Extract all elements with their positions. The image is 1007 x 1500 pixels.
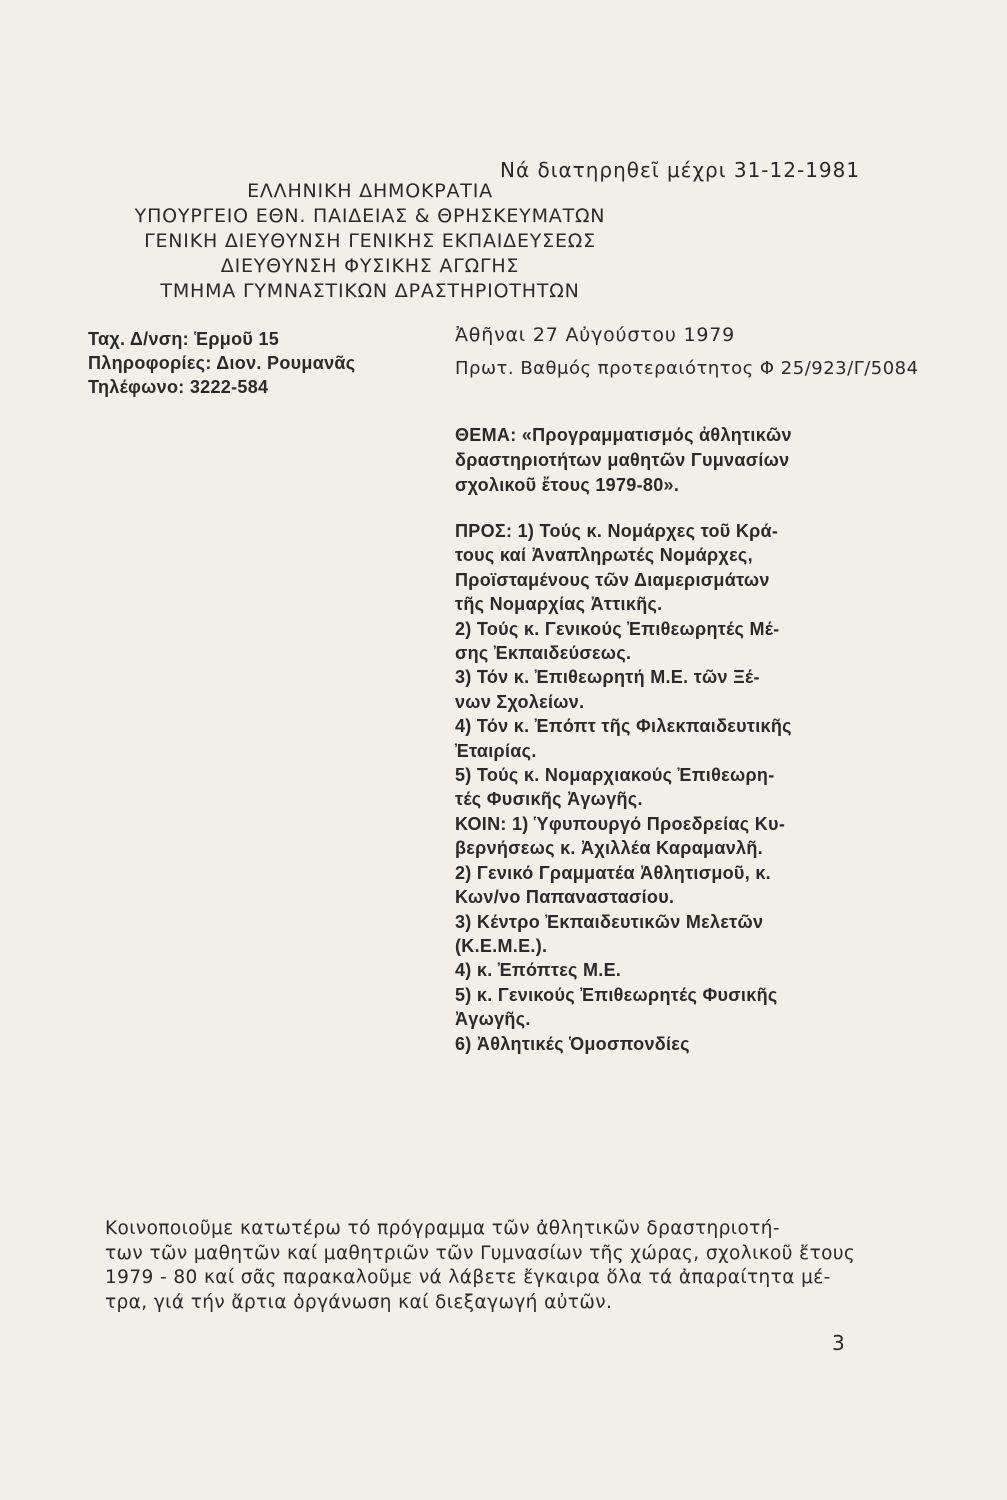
recipient-line: τές Φυσικῆς Ἀγωγῆς. [455,789,643,810]
recipient-line: σης Ἐκπαιδεύσεως. [455,643,632,664]
recipient-line: (Κ.Ε.Μ.Ε.). [455,935,548,956]
contact-info: Πληροφορίες: Διον. Ρουμανᾶς [88,353,356,373]
recipient-line: βερνήσεως κ. Ἀχιλλέα Καραμανλῆ. [455,838,763,859]
recipients-block [455,519,792,1056]
body-line: των τῶν μαθητῶν καί μαθητριῶν τῶν Γυμνασίων τῆς χώρας, σχολικοῦ ἔτους [105,1242,856,1264]
page-number: 3 [832,1331,846,1355]
recipient-line: ΠΡΟΣ: 1) Τούς κ. Νομάρχες τοῦ Κρά- [455,521,779,541]
recipient-line: Προϊσταμένους τῶν Διαμερισμάτων [455,569,770,590]
subject-line: ΘΕΜΑ: «Προγραμματισμός ἀθλητικῶν [455,425,792,445]
recipient-line: 6) Ἀθλητικές Ὁμοσπονδίες [455,1033,690,1054]
recipient-line: 2) Τούς κ. Γενικούς Ἐπιθεωρητές Μέ- [455,618,780,639]
recipient-line: τους καί Ἀναπληρωτές Νομάρχες, [455,545,753,566]
recipient-line: Ἀγωγῆς. [455,1009,531,1030]
recipient-line: 3) Τόν κ. Ἐπιθεωρητή Μ.Ε. τῶν Ξέ- [455,667,760,688]
subject-line: σχολικοῦ ἔτους 1979-80». [455,475,680,495]
body-line: τρα, γιά τήν ἄρτια ὀργάνωση καί διεξαγωγή αὐτῶν. [105,1291,613,1313]
recipient-line: 3) Κέντρο Ἐκπαιδευτικῶν Μελετῶν [455,911,764,932]
recipient-line: ΚΟΙΝ: 1) Ὑφυπουργό Προεδρείας Κυ- [455,813,786,834]
subject-block [455,423,792,498]
ministry-header [100,179,640,304]
recipient-line: 4) Τόν κ. Ἐπόπτ τῆς Φιλεκπαιδευτικῆς [455,716,792,737]
retention-note: Νά διατηρηθεῖ μέχρι 31-12-1981 [500,158,861,182]
subject-line: δραστηριοτήτων μαθητῶν Γυμνασίων [455,450,790,470]
ministry-line: ΥΠΟΥΡΓΕΙΟ ΕΘΝ. ΠΑΙΔΕΙΑΣ & ΘΡΗΣΚΕΥΜΑΤΩΝ [134,205,606,227]
body-paragraph [105,1217,855,1315]
ministry-line: ΕΛΛΗΝΙΚΗ ΔΗΜΟΚΡΑΤΙΑ [247,180,493,202]
body-line: Κοινοποιοῦμε κατωτέρω τό πρόγραμμα τῶν ἀθλητικῶν δραστηριοτή- [105,1218,780,1239]
ministry-line: ΤΜΗΜΑ ΓΥΜΝΑΣΤΙΚΩΝ ΔΡΑΣΤΗΡΙΟΤΗΤΩΝ [160,280,580,302]
contact-block [88,327,355,399]
recipient-line: Κων/νο Παπαναστασίου. [455,887,675,908]
recipient-line: 2) Γενικό Γραμματέα Ἀθλητισμοῦ, κ. [455,862,771,883]
recipient-line: 5) κ. Γενικούς Ἐπιθεωρητές Φυσικῆς [455,984,778,1005]
recipient-line: 5) Τούς κ. Νομαρχιακούς Ἐπιθεωρη- [455,765,775,786]
contact-address: Ταχ. Δ/νση: Ἑρμοῦ 15 [88,329,280,349]
recipient-line: νων Σχολείων. [455,691,585,712]
recipient-line: 4) κ. Ἐπόπτες Μ.Ε. [455,960,622,981]
body-line: 1979 - 80 καί σᾶς παρακαλοῦμε νά λάβετε ἔγκαιρα ὅλα τά ἀπαραίτητα μέ- [105,1267,831,1288]
recipient-line: τῆς Νομαρχίας Ἀττικῆς. [455,594,663,615]
protocol-number: Πρωτ. Βαθμός προτεραιότητος Φ 25/923/Γ/5084 [455,358,919,379]
letter-date: Ἀθῆναι 27 Αὐγούστου 1979 [455,324,736,346]
ministry-line: ΔΙΕΥΘΥΝΣΗ ΦΥΣΙΚΗΣ ΑΓΩΓΗΣ [220,255,520,277]
recipient-line: Ἐταιρίας. [455,740,537,761]
ministry-line: ΓΕΝΙΚΗ ΔΙΕΥΘΥΝΣΗ ΓΕΝΙΚΗΣ ΕΚΠΑΙΔΕΥΣΕΩΣ [144,230,596,252]
contact-phone: Τηλέφωνο: 3222-584 [88,377,269,397]
